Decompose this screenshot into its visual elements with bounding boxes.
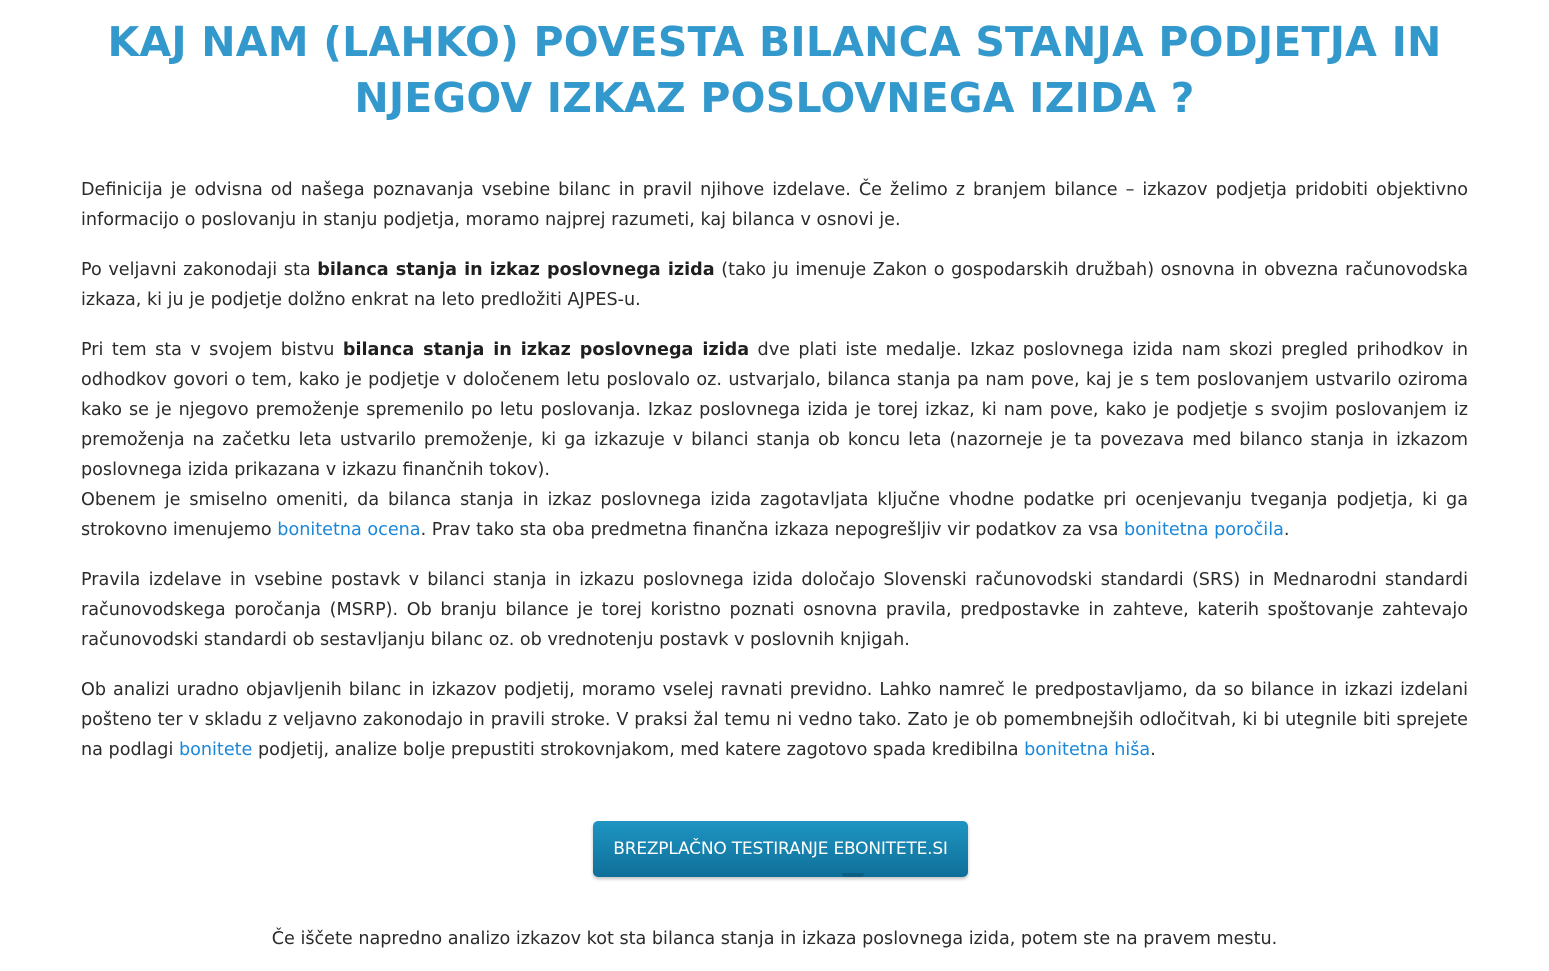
link-bonitetna-ocena[interactable]: bonitetna ocena [277,520,421,540]
paragraph-risk [81,485,1468,545]
paragraph-text: . [1150,740,1156,760]
link-bonitetna-porocila[interactable]: bonitetna poročila [1123,520,1284,540]
paragraph-text: podjetij, analize bolje prepustiti strokovnjakom, med katere zagotovo spada kredibilna [252,740,1025,760]
paragraph-definition [81,175,1468,235]
page-title: KAJ NAM (LAHKO) POVESTA BILANCA STANJA PODJETJA IN NJEGOV IZKAZ POSLOVNEGA IZIDA ? [107,18,1442,122]
link-bonitete[interactable]: bonitete [178,740,253,760]
bold-term: bilanca stanja in izkaz poslovnega izida [317,260,715,280]
paragraph-two-sides [81,335,1468,485]
paragraph-legislation [81,255,1468,315]
paragraph-text: Ob analizi uradno objavljenih bilanc in izkazov podjetij, moramo vselej ravnati previdno. Lahko namreč le predpostavljamo, da so bilance in izkazi izdelani pošteno ter v skladu z veljavno zakonodajo in pravili stroke. V praksi žal temu ni vedno tako. Zato je ob pomembnejših odločitvah, ki bi utegnile biti sprejete na podlagi [81,680,1468,760]
paragraph-text: Obenem je smiselno omeniti, da bilanca stanja in izkaz poslovnega izida zagotavljata ključne vhodne podatke pri ocenjevanju tveganja podjetja, ki ga strokovno imenujemo [81,490,1468,540]
paragraph-text: Definicija je odvisna od našega poznavanja vsebine bilanc in pravil njihove izdelave. Če želimo z branjem bilance – izkazov podjetja pridobiti objektivno informacijo o poslovanju in stanju podjetja, moramo najprej razumeti, kaj bilanca v osnovi je. [81,180,1468,230]
paragraph-text: (tako ju imenuje Zakon o gospodarskih družbah) osnovna in obvezna računovodska izkaza, ki ju je podjetje dolžno enkrat na leto predložiti AJPES-u. [81,260,1468,310]
link-bonitetna-hisa[interactable]: bonitetna hiša [1024,740,1151,760]
paragraph-text: Pri tem sta v svojem bistvu [81,340,343,360]
paragraph-standards [81,565,1468,655]
free-trial-button[interactable]: BREZPLAČNO TESTIRANJE EBONITETE.SI [593,821,968,877]
paragraph-text: Po veljavni zakonodaji sta [81,260,318,280]
paragraph-text: dve plati iste medalje. Izkaz poslovnega izida nam skozi pregled prihodkov in odhodkov govori o tem, kako je podjetje v določenem letu poslovalo oz. ustvarjalo, bilanca stanja pa nam pove, kaj je s tem poslovanjem ustvarilo oziroma kako se je njegovo premoženje spremenilo po letu poslovanja. Izkaz poslovnega izida je torej izkaz, ki nam pove, kako je podjetje s svojim poslovanjem iz premoženja na začetku leta ustvarilo premoženje, ki ga izkazuje v bilanci stanja ob koncu leta (nazorneje je ta povezava med bilanco stanja in izkazom poslovnega izida prikazana v izkazu finančnih tokov). [81,340,1468,480]
article-body [81,175,1468,785]
footer-text: Če iščete napredno analizo izkazov kot sta bilanca stanja in izkaza poslovnega izida, potem ste na pravem mestu. [271,929,1278,949]
paragraph-text: . Prav tako sta oba predmetna finančna izkaza nepogrešljiv vir podatkov za vsa [420,520,1124,540]
button-shadow-notch [842,873,864,877]
paragraph-caution [81,675,1468,765]
paragraph-text: . [1283,520,1290,540]
bold-term: bilanca stanja in izkaz poslovnega izida [342,340,750,360]
paragraph-text: Pravila izdelave in vsebine postavk v bilanci stanja in izkazu poslovnega izida določajo Slovenski računovodski standardi (SRS) in Mednarodni standardi računovodskega poročanja (MSRP). Ob branju bilance je torej koristno poznati osnovna pravila, predpostavke in zahteve, katerih spoštovanje zahtevajo računovodski standardi ob sestavljanju bilanc oz. ob vrednotenju postavk v poslovnih knjigah. [81,570,1468,650]
